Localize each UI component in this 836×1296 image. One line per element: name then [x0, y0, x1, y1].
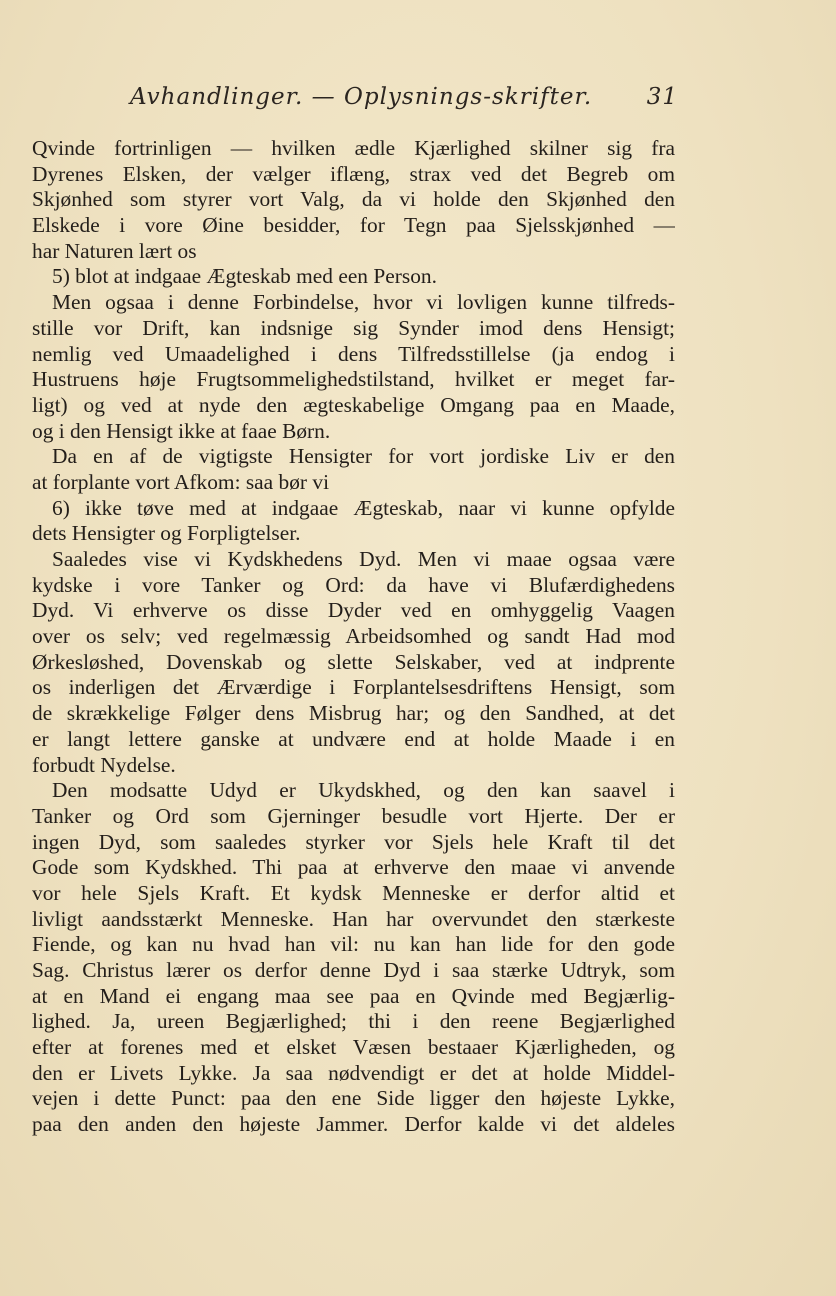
text-line: 5) blot at indgaae Ægteskab med een Person. [52, 264, 437, 289]
text-line: ingen Dyd, som saaledes styrker vor Sjels hele Kraft til det [32, 829, 675, 854]
page-number: 31 [646, 84, 678, 110]
text-line: stille vor Drift, kan indsnige sig Synder imod dens Hensigt; [32, 315, 675, 340]
text-line: Da en af de vigtigste Hensigter for vort jordiske Liv er den [52, 444, 675, 469]
text-line: forbudt Nydelse. [32, 752, 176, 777]
text-line: og i den Hensigt ikke at faae Børn. [32, 418, 331, 443]
text-line: at en Mand ei engang maa see paa en Qvinde med Begjærlig- [32, 983, 675, 1008]
text-line: Saaledes vise vi Kydskhedens Dyd. Men vi maae ogsaa være [52, 547, 675, 571]
text-line: vejen i dette Punct: paa den ene Side ligger den højeste Lykke, [32, 1086, 675, 1111]
text-line: ligt) og ved at nyde den ægteskabelige Omgang paa en Maade, [32, 392, 675, 417]
text-line: lighed. Ja, ureen Begjærlighed; thi i den reene Begjærlighed [32, 1009, 675, 1034]
text-line: Skjønhed som styrer vort Valg, da vi holde den Skjønhed den [32, 187, 675, 212]
text-line: er langt lettere ganske at undvære end at holde Maade i en [32, 726, 675, 751]
text-line: Tanker og Ord som Gjerninger besudle vort Hjerte. Der er [32, 803, 675, 828]
text-line: 6) ikke tøve med at indgaae Ægteskab, naar vi kunne opfylde [52, 495, 675, 520]
page-header [130, 84, 678, 118]
text-line: Fiende, og kan nu hvad han vil: nu kan han lide for den gode [32, 932, 675, 957]
text-line: os inderligen det Ærværdige i Forplantelsesdriftens Hensigt, som [32, 675, 675, 700]
text-line: har Naturen lært os [32, 238, 197, 263]
text-line: over os selv; ved regelmæssig Arbeidsomhed og sandt Had mod [32, 624, 675, 649]
text-line: Sag. Christus lærer os derfor denne Dyd i saa stærke Udtryk, som [32, 958, 675, 982]
text-line: nemlig ved Umaadelighed i dens Tilfredsstillelse (ja endog i [32, 341, 675, 366]
text-line: livligt aandsstærkt Menneske. Han har overvundet den stærkeste [32, 906, 675, 931]
text-line: paa den anden den højeste Jammer. Derfor kalde vi det aldeles [32, 1112, 675, 1137]
text-line: dets Hensigter og Forpligtelser. [32, 521, 301, 546]
text-line: Hustruens høje Frugtsommelighedstilstand, hvilket er meget far- [32, 367, 675, 392]
text-line: at forplante vort Afkom: saa bør vi [32, 469, 330, 494]
running-title: Avhandlinger. — Oplysnings-skrifter. [130, 84, 593, 110]
text-line: de skrækkelige Følger dens Misbrug har; og den Sandhed, at det [32, 701, 675, 726]
text-line: efter at forenes med et elsket Væsen bestaaer Kjærligheden, og [32, 1035, 675, 1060]
text-line: Gode som Kydskhed. Thi paa at erhverve den maae vi anvende [32, 855, 675, 880]
text-line: Ørkesløshed, Dovenskab og slette Selskaber, ved at indprente [32, 649, 675, 674]
text-line: Dyd. Vi erhverve os disse Dyder ved en omhyggelig Vaagen [32, 598, 675, 623]
text-line: den er Livets Lykke. Ja saa nødvendigt er det at holde Middel- [32, 1060, 675, 1085]
body-text [32, 136, 675, 1138]
text-line: Den modsatte Udyd er Ukydskhed, og den kan saavel i [52, 778, 675, 803]
text-line: Elskede i vore Øine besidder, for Tegn paa Sjelsskjønhed — [32, 213, 675, 238]
text-line: kydske i vore Tanker og Ord: da have vi Blufærdighedens [32, 572, 675, 597]
text-line: Dyrenes Elsken, der vælger iflæng, strax ved det Begreb om [32, 161, 675, 186]
text-line: Qvinde fortrinligen — hvilken ædle Kjærlighed skilner sig fra [32, 136, 675, 160]
text-line: vor hele Sjels Kraft. Et kydsk Menneske er derfor altid et [32, 880, 675, 905]
text-line: Men ogsaa i denne Forbindelse, hvor vi lovligen kunne tilfreds- [52, 290, 675, 315]
